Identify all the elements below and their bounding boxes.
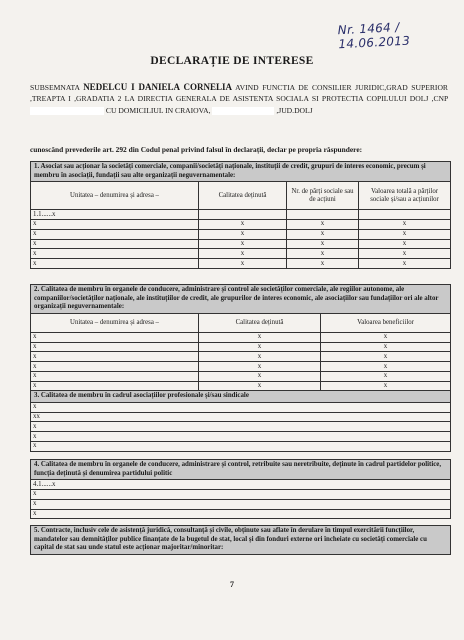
table-cell: x	[199, 371, 321, 381]
section-3-heading: 3. Calitatea de membru în cadrul asociațiilor profesionale și/sau sindicale	[31, 391, 451, 403]
table-cell: x	[287, 259, 359, 269]
table-cell: x	[31, 259, 199, 269]
table-cell: x	[31, 229, 199, 239]
table-cell: x	[287, 249, 359, 259]
column-header: Nr. de părți sociale sau de acțiuni	[287, 182, 359, 210]
column-header: Valoarea totală a părților sociale și/sau a acțiunilor	[359, 182, 451, 210]
table-cell: x	[31, 381, 199, 391]
table-row	[31, 249, 451, 259]
table-row	[31, 352, 451, 362]
table-cell	[359, 210, 451, 220]
table-row	[31, 480, 451, 490]
table-cell: x	[31, 489, 451, 499]
section-5-table	[30, 525, 451, 555]
table-cell: x	[31, 249, 199, 259]
page-title: DECLARAȚIE DE INTERESE	[150, 55, 314, 67]
table-cell: x	[359, 249, 451, 259]
table-cell: 1.1......x	[31, 210, 199, 220]
table-cell: x	[31, 402, 451, 412]
table-row	[31, 219, 451, 229]
table-cell: x	[199, 332, 321, 342]
table-cell	[287, 210, 359, 220]
table-row	[31, 489, 451, 499]
redacted-address	[212, 107, 274, 115]
table-cell: x	[321, 342, 451, 352]
table-cell: x	[321, 332, 451, 342]
table-row	[31, 412, 451, 422]
section-2-heading: 2. Calitatea de membru în organele de conducere, administrare și control ale societăților comerciale, ale regiilor autonome, ale companiilor/societăților naționale, ale instituțiilor de credit, ale grupurilor de interes economic, ale asociațiilor sau fundațiilor ori ale altor organizații neguvernamentale:	[31, 285, 451, 314]
section-3-table	[30, 390, 451, 452]
table-cell: x	[287, 229, 359, 239]
table-row	[31, 239, 451, 249]
section-4-heading: 4. Calitatea de membru în organele de conducere, administrare și control, retribuite sau neretribuite, deținute în cadrul partidelor politice, funcția deținută și denumirea partidului politic	[31, 460, 451, 480]
table-cell: x	[31, 362, 199, 372]
registration-annotation: Nr. 1464 / 14.06.2013	[337, 20, 411, 52]
table-cell: x	[199, 259, 287, 269]
intro-prefix: SUBSEMNATA	[30, 83, 80, 92]
column-header: Unitatea – denumirea și adresa –	[31, 182, 199, 210]
table-row	[31, 371, 451, 381]
table-row	[31, 342, 451, 352]
table-cell: x	[31, 239, 199, 249]
table-row	[31, 441, 451, 451]
table-cell: x	[359, 259, 451, 269]
table-row	[31, 229, 451, 239]
table-row	[31, 362, 451, 372]
table-cell: x	[321, 352, 451, 362]
column-header: Valoarea beneficiilor	[321, 313, 451, 332]
table-cell: x	[199, 362, 321, 372]
table-cell: x	[321, 362, 451, 372]
section-1-heading: 1. Asociat sau acționar la societăți comerciale, companii/societăți naționale, instituții de credit, grupuri de interes economic, precum și membru în asociații, fundații sau alte organizații neguvernamentale:	[31, 162, 451, 182]
table-cell: x	[287, 239, 359, 249]
declarant-name: NEDELCU I DANIELA CORNELIA	[83, 82, 232, 92]
table-cell: x	[321, 371, 451, 381]
table-cell: x	[31, 499, 451, 509]
table-row	[31, 432, 451, 442]
table-cell: x	[31, 432, 451, 442]
section-5-heading: 5. Contracte, inclusiv cele de asistență juridică, consultanță și civile, obținute sau aflate în derulare în timpul exercitării funcțiilor, mandatelor sau demnităților publice finanțate de la bugetul de stat, local și din fonduri externe ori încheiate cu societăți comerciale cu capital de stat sau unde statul este acționar majoritar/minoritar:	[31, 526, 451, 555]
declarant-intro	[30, 82, 448, 116]
table-row	[31, 422, 451, 432]
table-cell: x	[199, 219, 287, 229]
section-4-table	[30, 459, 451, 519]
table-cell: x	[359, 239, 451, 249]
table-row	[31, 259, 451, 269]
table-cell: x	[199, 342, 321, 352]
table-cell: x	[31, 219, 199, 229]
section-2-table	[30, 284, 451, 392]
column-header: Calitatea deținută	[199, 182, 287, 210]
declaration-statement: cunoscând prevederile art. 292 din Codul penal privind falsul în declarații, declar pe propria răspundere:	[30, 145, 363, 154]
intro-function: AVIND FUNCTIA DE CONSILIER JURIDIC,GRAD SUPERIOR ,TREAPTA I ,GRADATIA 2 LA DIRECTIA GENERALA DE ASISTENTA SOCIALA SI PROTECTIA COPILULUI DOLJ ,CNP	[30, 83, 448, 104]
table-cell: x	[31, 352, 199, 362]
table-row	[31, 210, 451, 220]
table-cell: x	[199, 381, 321, 391]
table-cell: xx	[31, 412, 451, 422]
table-cell: x	[31, 509, 451, 519]
table-cell: 4.1......x	[31, 480, 451, 490]
table-cell: x	[359, 229, 451, 239]
table-cell: x	[31, 332, 199, 342]
table-cell: x	[359, 219, 451, 229]
table-cell: x	[31, 342, 199, 352]
table-cell: x	[199, 239, 287, 249]
column-header: Calitatea deținută	[199, 313, 321, 332]
redacted-cnp	[30, 107, 104, 115]
page-number: 7	[230, 580, 234, 589]
table-row	[31, 499, 451, 509]
column-header: Unitatea – denumirea și adresa –	[31, 313, 199, 332]
table-row	[31, 402, 451, 412]
table-cell: x	[31, 441, 451, 451]
table-cell: x	[31, 422, 451, 432]
table-cell: x	[287, 219, 359, 229]
intro-domicile: CU DOMICILIUL IN CRAIOVA,	[105, 105, 211, 115]
table-cell: x	[199, 249, 287, 259]
table-cell: x	[321, 381, 451, 391]
intro-county: ,JUD.DOLJ	[276, 105, 313, 115]
table-row	[31, 332, 451, 342]
table-row	[31, 509, 451, 519]
section-1-table	[30, 161, 451, 269]
table-cell: x	[31, 371, 199, 381]
table-cell	[199, 210, 287, 220]
table-cell: x	[199, 229, 287, 239]
table-cell: x	[199, 352, 321, 362]
